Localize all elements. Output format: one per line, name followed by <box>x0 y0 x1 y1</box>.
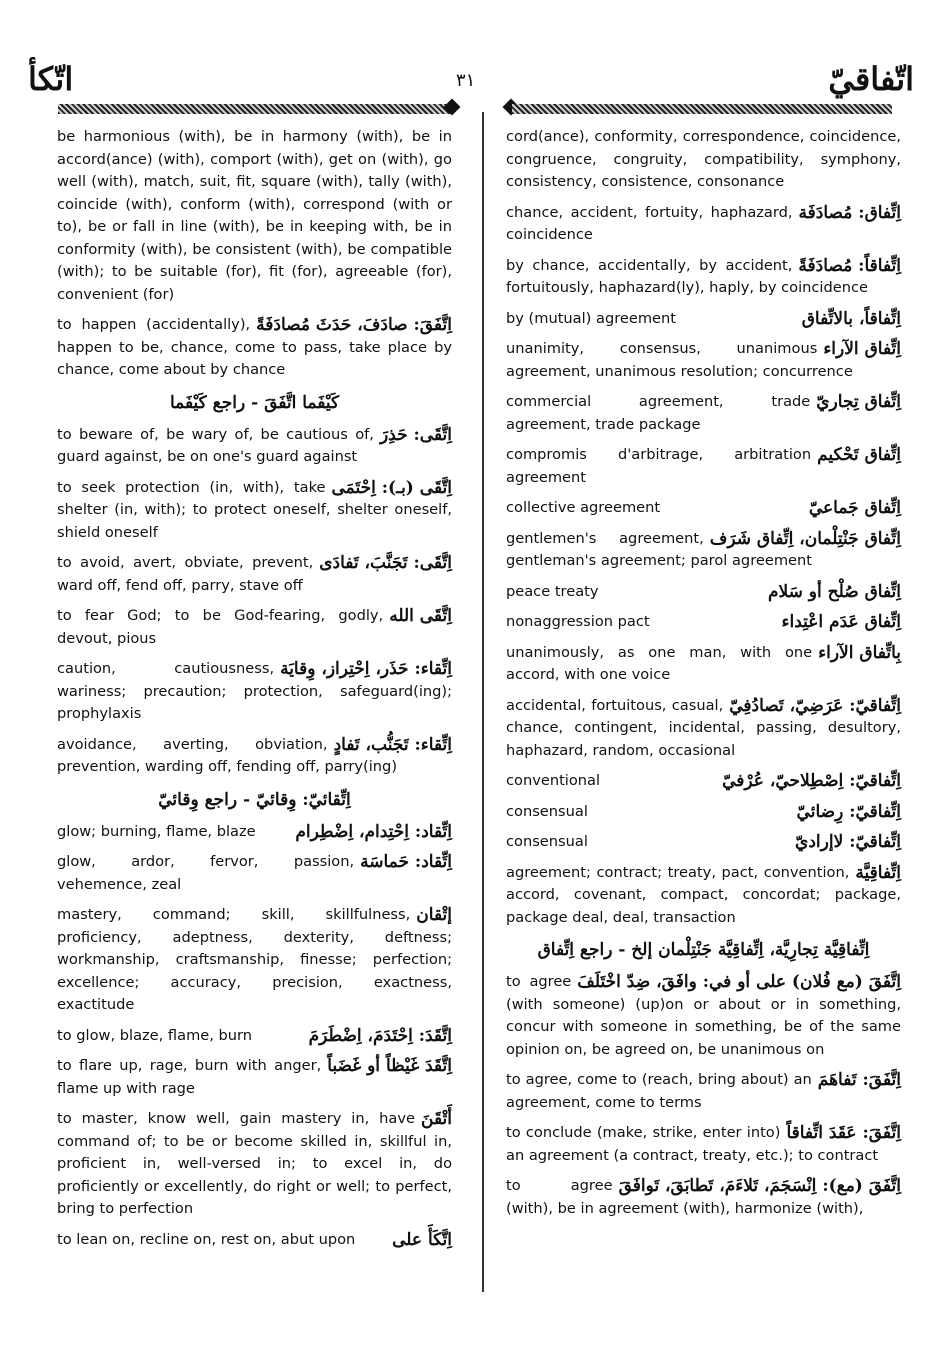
english-definition: consensual <box>506 833 588 850</box>
english-definition: to conclude (make, strike, enter into) an agreement (a contract, treaty, etc.); to contract <box>506 1124 879 1164</box>
english-definition: to flare up, rage, burn with anger, flame up with rage <box>57 1057 322 1097</box>
arabic-headword: اِتِّقاد: اِحْتِدام، اِضْطِرام <box>295 821 452 842</box>
cross-reference: كَيْفَما اتَّفَقَ - راجع كَيْفَما <box>169 392 340 413</box>
dictionary-entry <box>57 126 452 306</box>
arabic-headword: اِتِّفاقاً: مُصادَفَةً <box>798 255 901 276</box>
dictionary-entry <box>506 862 901 930</box>
dictionary-entry <box>57 1108 452 1221</box>
decorative-rule-right <box>512 104 892 114</box>
english-definition: agreement; contract; treaty, pact, convention, accord, covenant, compact, concordat; package, package deal, deal, transaction <box>506 863 901 926</box>
english-definition: consensual <box>506 802 588 820</box>
english-definition: chance, accident, fortuity, haphazard, coincidence <box>506 203 793 243</box>
arabic-headword: اِتِّفاقاً، بالاتِّفاق <box>801 308 901 329</box>
cross-reference: اِتِّقائيّ: وِقائيّ - راجع وِقائيّ <box>158 789 351 810</box>
dictionary-entry <box>506 770 901 793</box>
arabic-headword: اِتِّفاقيّ: اِصْطِلاحيّ، عُرْفيّ <box>722 771 901 791</box>
dictionary-entry <box>57 477 452 545</box>
left-column <box>57 126 452 1259</box>
dictionary-entry <box>506 1122 901 1167</box>
dictionary-entry <box>57 904 452 1017</box>
arabic-headword: اِتِّفاق جَنْتِلْمان، اِتِّفاق شَرَف <box>709 528 901 549</box>
arabic-headword: أَتْقَنَ <box>421 1109 452 1129</box>
dictionary-entry <box>57 314 452 382</box>
english-definition: mastery, command; skill, skillfulness, proficiency, adeptness, dexterity, deftness; workmanship, craftsmanship, finesse; perfection; excellence; accuracy, precision, exactness, exactitude <box>57 906 452 1013</box>
english-definition: to agree (with someone) (up)on or about or in something, concur with someone in something, be of the same opinion on, be agreed on, be unanimous on <box>506 973 901 1058</box>
arabic-headword: اِتَّفَقَ (مع): اِنْسَجَمَ، تَلاءَمَ، تَطابَقَ، تَوافَقَ <box>618 1176 901 1196</box>
english-definition: glow; burning, flame, blaze <box>57 822 256 840</box>
english-definition: to agree, come to (reach, bring about) an agreement, come to terms <box>506 1071 812 1111</box>
arabic-headword: اِتِّفاق عَدَم اعْتِداء <box>781 612 901 632</box>
arabic-headword: اِتَّقَى: تَجَنَّبَ، تَفادَى <box>319 553 452 573</box>
dictionary-entry <box>506 1069 901 1114</box>
arabic-headword: اِتِّفاق الآراء <box>823 339 901 359</box>
dictionary-entry <box>57 851 452 896</box>
right-column <box>506 126 901 1228</box>
english-definition: to glow, blaze, flame, burn <box>57 1026 253 1044</box>
column-divider <box>482 112 484 1292</box>
dictionary-entry <box>506 1175 901 1220</box>
arabic-headword: اِتَّفَقَ: صادَفَ، حَدَثَ مُصادَفَةً <box>256 315 452 335</box>
arabic-headword: اِتِّفاقيّ: لاإراديّ <box>795 832 901 852</box>
english-definition: glow, ardor, fervor, passion, vehemence, zeal <box>57 853 355 893</box>
dictionary-entry <box>57 821 452 844</box>
english-definition: nonaggression pact <box>506 613 650 630</box>
arabic-headword: اِتِّفاقيّ: عَرَضِيّ، تَصادُفِيّ <box>729 695 901 716</box>
dictionary-entry <box>57 658 452 726</box>
dictionary-entry <box>57 1025 452 1048</box>
dictionary-entry <box>506 497 901 520</box>
arabic-headword: اِتِّفاق تَحْكيم <box>817 445 901 465</box>
english-definition: to beware of, be wary of, be cautious of, guard against, be on one's guard against <box>57 425 374 465</box>
english-definition: peace treaty <box>506 582 599 600</box>
english-definition: to lean on, recline on, rest on, abut upon <box>57 1230 356 1248</box>
english-definition: conventional <box>506 772 601 789</box>
dictionary-entry <box>57 1229 452 1252</box>
arabic-headword: اِتِّفاق تِجاريّ <box>816 392 901 412</box>
dictionary-entry <box>57 605 452 650</box>
arabic-headword: اِتَّقَدَ: اِحْتَدَمَ، اِضْطَرَمَ <box>308 1025 452 1046</box>
arabic-headword: اِتِّفاق: مُصادَفَة <box>798 202 901 223</box>
dictionary-entry <box>57 552 452 597</box>
dictionary-entry <box>506 581 901 604</box>
arabic-headword: اِتِّقاء: تَجَنُّب، تَفادٍ <box>333 734 452 755</box>
english-definition: gentlemen's agreement, gentleman's agreement; parol agreement <box>506 529 812 569</box>
dictionary-entry <box>506 528 901 573</box>
dictionary-entry <box>506 801 901 824</box>
arabic-headword: اِتَّفَقَ (مع فُلان) على أو في: وافَقَ، ضِدّ اخْتَلَفَ <box>577 972 901 992</box>
english-definition: to master, know well, gain mastery in, have command of; to be or become skilled in, skillful in, proficient in, well-versed in; to excel in, do proficiently or excellently, do right or well; to perfect, bring to perfection <box>57 1110 452 1217</box>
english-definition: by (mutual) agreement <box>506 309 677 327</box>
english-definition: to seek protection (in, with), take shelter (in, with); to protect oneself, shelter oneself, shield oneself <box>57 478 452 541</box>
english-definition: compromis d'arbitrage, arbitration agreement <box>506 446 812 486</box>
arabic-headword: إتْقان <box>416 905 452 925</box>
english-definition: unanimity, consensus, unanimous agreement, unanimous resolution; concurrence <box>506 340 853 380</box>
arabic-headword: اِتِّفاقِيَّة <box>855 862 901 883</box>
guide-word-right: اتّفاقيّ <box>828 60 914 98</box>
arabic-headword: اِتَّفَقَ: تَفاهَمَ <box>817 1070 901 1090</box>
english-definition: be harmonious (with), be in harmony (with), be in accord(ance) (with), comport (with), get on (with), go well (with), match, suit, fit, square (with), tally (with), coincide (with), conform (with), correspond (with or to), be or fall in line (with), be in keeping with, be in conformity (with), be consistent (with), be compatible (with); to be suitable (for), fit (for), agreeable (for), convenient (for) <box>57 128 452 303</box>
dictionary-entry <box>506 642 901 687</box>
dictionary-entry <box>506 831 901 854</box>
dictionary-entry <box>506 611 901 634</box>
arabic-headword: اِتَّقَى (بـ): اِحْتَمَى <box>331 477 452 498</box>
guide-word-left: اتّكأ <box>28 60 74 98</box>
arabic-headword: اِتِّفاقيّ: رِضائيّ <box>796 801 901 822</box>
decorative-rule-left <box>58 104 452 114</box>
arabic-headword: اِتِّقاد: حَماسَة <box>360 852 452 872</box>
arabic-headword: اِتِّفاق صُلْح أو سَلام <box>767 581 901 602</box>
dictionary-entry <box>57 424 452 469</box>
dictionary-entry <box>506 308 901 331</box>
dictionary-entry <box>506 391 901 436</box>
arabic-headword: اِتَّقَى الله <box>389 606 452 626</box>
english-definition: to avoid, avert, obviate, prevent, ward off, fend off, parry, stave off <box>57 554 314 594</box>
dictionary-entry <box>506 338 901 383</box>
english-definition: cord(ance), conformity, correspondence, coincidence, congruence, congruity, compatibility, symphony, consistency, consistence, consonance <box>506 128 901 190</box>
english-definition: to fear God; to be God-fearing, godly, devout, pious <box>57 607 384 647</box>
arabic-headword: اِتِّفاق جَماعيّ <box>808 498 901 518</box>
arabic-headword: اِتَّفَقَ: عَقَدَ اتِّفاقاً <box>786 1123 901 1143</box>
english-definition: accidental, fortuitous, casual, chance, contingent, incidental, passing, desultory, haphazard, random, occasional <box>506 696 901 759</box>
english-definition: caution, cautiousness, wariness; precaution; protection, safeguard(ing); prophylaxis <box>57 660 452 722</box>
dictionary-entry <box>57 734 452 779</box>
dictionary-entry <box>57 1055 452 1100</box>
page-header <box>0 0 940 125</box>
english-definition: by chance, accidentally, by accident, fortuitously, haphazard(ly), haply, by coincidence <box>506 256 868 296</box>
cross-reference: اِتِّفاقِيَّة تِجارِيَّة، اِتِّفاقِيَّة جَنْتِلْمان إلخ - راجع اِتِّفاق <box>537 940 870 960</box>
arabic-headword: اِتَّقَى: حَذِرَ <box>379 424 452 445</box>
english-definition: commercial agreement, trade agreement, trade package <box>506 393 811 433</box>
arabic-headword: اِتِّقاء: حَذَر، اِحْتِراز، وِقايَة <box>280 659 452 679</box>
arabic-headword: اِتَّكَأَ على <box>392 1229 452 1250</box>
english-definition: unanimously, as one man, with one accord, with one voice <box>506 643 813 683</box>
dictionary-entry <box>506 255 901 300</box>
arabic-headword: اِتَّقَدَ غَيْظاً أو غَضَباً <box>327 1056 452 1076</box>
english-definition: to happen (accidentally), happen to be, chance, come to pass, take place by chance, come about by chance <box>57 316 452 378</box>
page-number: ٣١ <box>456 70 476 91</box>
dictionary-entry <box>506 444 901 489</box>
dictionary-entry <box>506 971 901 1061</box>
dictionary-entry <box>506 202 901 247</box>
arabic-headword: بِاتِّفاق الآراء <box>818 642 901 663</box>
english-definition: to agree (with), be in agreement (with), harmonize (with), <box>506 1177 864 1217</box>
english-definition: avoidance, averting, obviation, prevention, warding off, fending off, parry(ing) <box>57 735 398 775</box>
dictionary-entry <box>506 695 901 763</box>
english-definition: collective agreement <box>506 499 661 516</box>
dictionary-entry <box>506 126 901 194</box>
